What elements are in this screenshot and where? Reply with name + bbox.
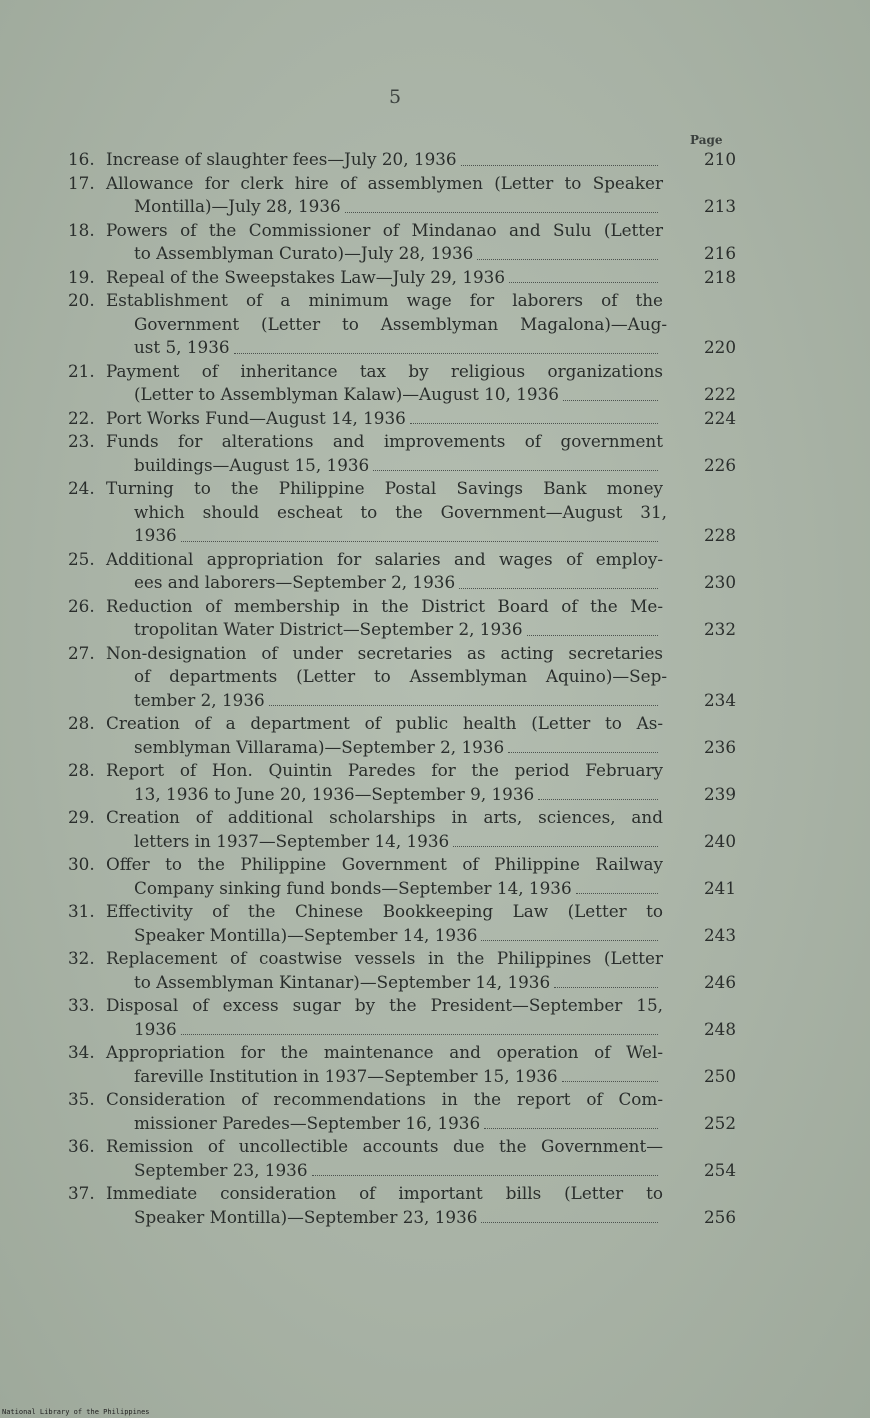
page-number: 5	[388, 86, 402, 108]
dot-leader	[509, 282, 658, 283]
toc-entry	[68, 289, 736, 360]
toc-entry-line	[68, 947, 736, 971]
toc-entry-title: Turning to the Philippine Postal Savings Bank money	[106, 478, 663, 498]
toc-entry	[68, 947, 736, 994]
toc-entry	[68, 900, 736, 947]
dot-leader	[373, 470, 658, 471]
toc-entry-number: 18.	[68, 219, 95, 240]
toc-page-number: 256	[703, 1206, 736, 1227]
toc-entry-number: 20.	[68, 290, 95, 310]
toc-entry-number: 28.	[68, 713, 95, 733]
toc-entry	[68, 548, 736, 595]
toc-entry-line	[68, 1135, 736, 1159]
dot-leader	[481, 940, 658, 941]
toc-page-number: 216	[703, 243, 736, 263]
toc-page-number: 232	[703, 619, 736, 639]
toc-entry-line	[68, 219, 736, 243]
toc-entry-number: 21.	[68, 360, 95, 381]
toc-entry-title: Effectivity of the Chinese Bookkeeping Law (Letter to	[106, 901, 663, 921]
dot-leader	[508, 752, 658, 753]
toc-entry-line	[68, 548, 736, 572]
toc-entry	[68, 172, 736, 219]
page-column-label: Page	[690, 133, 723, 147]
toc-entry	[68, 1041, 736, 1088]
toc-page-number: 230	[703, 572, 736, 592]
toc-entry-line	[68, 289, 736, 313]
dot-leader	[345, 212, 658, 213]
toc-page-number: 234	[703, 689, 736, 710]
toc-entry-line	[68, 900, 736, 924]
toc-page-number: 250	[703, 1065, 736, 1086]
toc-entry-line	[68, 454, 736, 478]
toc-entry-line	[68, 501, 736, 525]
toc-entry-line	[68, 195, 736, 219]
dot-leader	[484, 1128, 658, 1129]
dot-leader	[410, 423, 658, 424]
toc-page-number: 236	[703, 736, 736, 757]
toc-entry-line	[68, 689, 736, 713]
toc-entry-line	[68, 148, 736, 172]
toc-entry-title: of departments (Letter to Assemblyman Aquino)—Sep-	[134, 666, 667, 686]
toc-entry-title: which should escheat to the Government—August 31,	[134, 501, 667, 522]
toc-page-number: 218	[703, 266, 736, 287]
dot-leader	[477, 259, 658, 260]
toc-entry-number: 37.	[68, 1183, 95, 1203]
toc-entry-title: Government (Letter to Assemblyman Magalona)—Aug-	[134, 313, 667, 334]
toc-entry-title: Consideration of recommendations in the report of Com-	[106, 1089, 663, 1109]
toc-entry-line	[68, 266, 736, 290]
toc-entry-line	[68, 407, 736, 431]
dot-leader	[527, 635, 659, 636]
toc-entry	[68, 477, 736, 548]
toc-entry-title: Speaker Montilla)—September 23, 1936	[134, 1206, 478, 1227]
toc-entry-title: fareville Institution in 1937—September 15, 1936	[134, 1065, 558, 1086]
toc-page-number: 222	[703, 384, 736, 404]
toc-entry-title: Appropriation for the maintenance and operation of Wel-	[106, 1042, 663, 1062]
toc-entry-number: 16.	[68, 149, 95, 169]
toc-entry-line	[68, 571, 736, 595]
toc-entry-title: Increase of slaughter fees—July 20, 1936	[106, 149, 457, 169]
toc-entry-line	[68, 783, 736, 807]
dot-leader	[181, 541, 658, 542]
toc-entry-line	[68, 830, 736, 854]
toc-entry-title: buildings—August 15, 1936	[134, 454, 370, 475]
toc-entry-number: 19.	[68, 266, 95, 287]
toc-entry-title: Speaker Montilla)—September 14, 1936	[134, 924, 478, 945]
toc-entry-line	[68, 806, 736, 830]
toc-entry-line	[68, 1159, 736, 1183]
toc-entry-title: September 23, 1936	[134, 1159, 308, 1180]
toc-entry-title: ust 5, 1936	[134, 337, 230, 357]
toc-entry-title: tember 2, 1936	[134, 689, 265, 710]
toc-entry	[68, 1088, 736, 1135]
toc-entry-title: Port Works Fund—August 14, 1936	[106, 407, 406, 428]
dot-leader	[181, 1034, 658, 1035]
toc-entry-line	[68, 1206, 736, 1230]
toc-entry	[68, 360, 736, 407]
toc-entry-line	[68, 477, 736, 501]
toc-entry-number: 33.	[68, 995, 95, 1015]
toc-entry-title: 1936	[134, 1018, 177, 1039]
toc-entry-title: Company sinking fund bonds—September 14, 1936	[134, 877, 572, 898]
toc-entry	[68, 430, 736, 477]
toc-entry-line	[68, 853, 736, 877]
dot-leader	[269, 705, 658, 706]
toc-entry-number: 30.	[68, 854, 95, 874]
toc-entry-title: Offer to the Philippine Government of Philippine Railway	[106, 854, 663, 874]
toc-entry-number: 32.	[68, 948, 95, 968]
dot-leader	[576, 893, 658, 894]
toc-entry-number: 22.	[68, 407, 95, 428]
toc-entry-title: Disposal of excess sugar by the President—September 15,	[106, 995, 663, 1015]
toc-entry-line	[68, 430, 736, 454]
toc-entry-line	[68, 618, 736, 642]
library-footer: National Library of the Philippines	[2, 1408, 150, 1416]
toc-entry-line	[68, 1065, 736, 1089]
toc-entry-line	[68, 360, 736, 384]
toc-entry	[68, 642, 736, 713]
toc-page-number: 226	[703, 454, 736, 475]
toc-entry-line	[68, 524, 736, 548]
toc-page-number: 252	[703, 1112, 736, 1133]
toc-entry-title: Reduction of membership in the District Board of the Me-	[106, 595, 663, 616]
toc-entry-number: 27.	[68, 642, 95, 663]
toc-page-number: 241	[703, 877, 736, 898]
toc-entry-line	[68, 383, 736, 407]
toc-entry	[68, 219, 736, 266]
table-of-contents	[68, 148, 736, 1229]
toc-entry-title: Remission of uncollectible accounts due the Government—	[106, 1136, 663, 1156]
toc-entry	[68, 266, 736, 290]
dot-leader	[234, 353, 658, 354]
toc-entry	[68, 148, 736, 172]
toc-entry-title: missioner Paredes—September 16, 1936	[134, 1112, 481, 1133]
toc-entry-number: 36.	[68, 1136, 95, 1156]
toc-entry	[68, 853, 736, 900]
dot-leader	[554, 987, 658, 988]
toc-entry-title: Report of Hon. Quintin Paredes for the period February	[106, 760, 663, 780]
toc-entry-title: Creation of additional scholarships in arts, sciences, and	[106, 807, 663, 827]
toc-entry-line	[68, 924, 736, 948]
toc-entry-line	[68, 242, 736, 266]
toc-entry	[68, 1182, 736, 1229]
dot-leader	[312, 1175, 658, 1176]
toc-entry-line	[68, 759, 736, 783]
dot-leader	[453, 846, 658, 847]
toc-page-number: 248	[703, 1018, 736, 1039]
toc-entry-number: 26.	[68, 595, 95, 616]
toc-entry-number: 25.	[68, 548, 95, 569]
toc-entry-number: 28.	[68, 760, 95, 780]
toc-entry-title: (Letter to Assemblyman Kalaw)—August 10, 1936	[134, 384, 559, 404]
toc-entry-title: letters in 1937—September 14, 1936	[134, 830, 450, 851]
toc-entry-line	[68, 642, 736, 666]
toc-entry-number: 34.	[68, 1042, 95, 1062]
toc-entry-line	[68, 736, 736, 760]
toc-entry-line	[68, 1088, 736, 1112]
toc-entry-number: 17.	[68, 172, 95, 193]
toc-entry-line	[68, 1182, 736, 1206]
toc-entry-title: 1936	[134, 525, 177, 545]
toc-entry-line	[68, 971, 736, 995]
toc-entry	[68, 595, 736, 642]
dot-leader	[562, 1081, 658, 1082]
toc-page-number: 210	[703, 149, 736, 169]
toc-entry	[68, 759, 736, 806]
toc-entry-line	[68, 313, 736, 337]
toc-entry-title: 13, 1936 to June 20, 1936—September 9, 1936	[134, 783, 535, 804]
toc-entry-title: to Assemblyman Curato)—July 28, 1936	[134, 243, 474, 263]
toc-page-number: 220	[703, 337, 736, 357]
toc-entry-title: Allowance for clerk hire of assemblymen (Letter to Speaker	[106, 172, 663, 193]
toc-entry-line	[68, 1041, 736, 1065]
toc-entry-number: 23.	[68, 431, 95, 451]
toc-entry-number: 31.	[68, 901, 95, 921]
toc-entry-title: Powers of the Commissioner of Mindanao and Sulu (Letter	[106, 219, 663, 240]
toc-entry-title: tropolitan Water District—September 2, 1936	[134, 619, 523, 639]
toc-entry-title: Non-designation of under secretaries as acting secretaries	[106, 642, 663, 663]
toc-entry-line	[68, 172, 736, 196]
toc-page-number: 254	[703, 1159, 736, 1180]
toc-entry-number: 29.	[68, 807, 95, 827]
dot-leader	[481, 1222, 658, 1223]
toc-entry-title: Establishment of a minimum wage for laborers of the	[106, 290, 663, 310]
toc-entry-number: 35.	[68, 1089, 95, 1109]
toc-entry-title: semblyman Villarama)—September 2, 1936	[134, 736, 505, 757]
dot-leader	[461, 165, 658, 166]
toc-entry	[68, 712, 736, 759]
toc-entry-title: Replacement of coastwise vessels in the Philippines (Letter	[106, 948, 663, 968]
toc-entry-title: Additional appropriation for salaries and wages of employ-	[106, 548, 663, 569]
toc-entry-line	[68, 1018, 736, 1042]
toc-entry-title: Repeal of the Sweepstakes Law—July 29, 1936	[106, 266, 506, 287]
toc-entry-title: Montilla)—July 28, 1936	[134, 196, 341, 216]
dot-leader	[459, 588, 658, 589]
toc-entry-title: ees and laborers—September 2, 1936	[134, 572, 456, 592]
toc-entry-line	[68, 877, 736, 901]
toc-entry-title: Payment of inheritance tax by religious organizations	[106, 360, 663, 381]
dot-leader	[538, 799, 658, 800]
toc-entry-line	[68, 712, 736, 736]
toc-entry-line	[68, 665, 736, 689]
toc-entry-line	[68, 1112, 736, 1136]
toc-entry-title: Creation of a department of public health (Letter to As-	[106, 713, 663, 733]
toc-entry-title: Funds for alterations and improvements of government	[106, 431, 663, 451]
toc-page-number: 239	[703, 783, 736, 804]
toc-entry	[68, 1135, 736, 1182]
toc-page-number: 228	[703, 525, 736, 545]
toc-entry-title: to Assemblyman Kintanar)—September 14, 1936	[134, 971, 551, 992]
toc-entry	[68, 407, 736, 431]
toc-entry-title: Immediate consideration of important bills (Letter to	[106, 1183, 663, 1203]
toc-page-number: 213	[703, 196, 736, 216]
toc-page-number: 240	[703, 830, 736, 851]
toc-entry-line	[68, 595, 736, 619]
toc-entry-line	[68, 994, 736, 1018]
toc-entry	[68, 994, 736, 1041]
toc-page-number: 224	[703, 407, 736, 428]
toc-page-number: 243	[703, 924, 736, 945]
dot-leader	[563, 400, 658, 401]
toc-entry	[68, 806, 736, 853]
toc-entry-number: 24.	[68, 478, 95, 498]
toc-entry-line	[68, 336, 736, 360]
toc-page-number: 246	[703, 971, 736, 992]
